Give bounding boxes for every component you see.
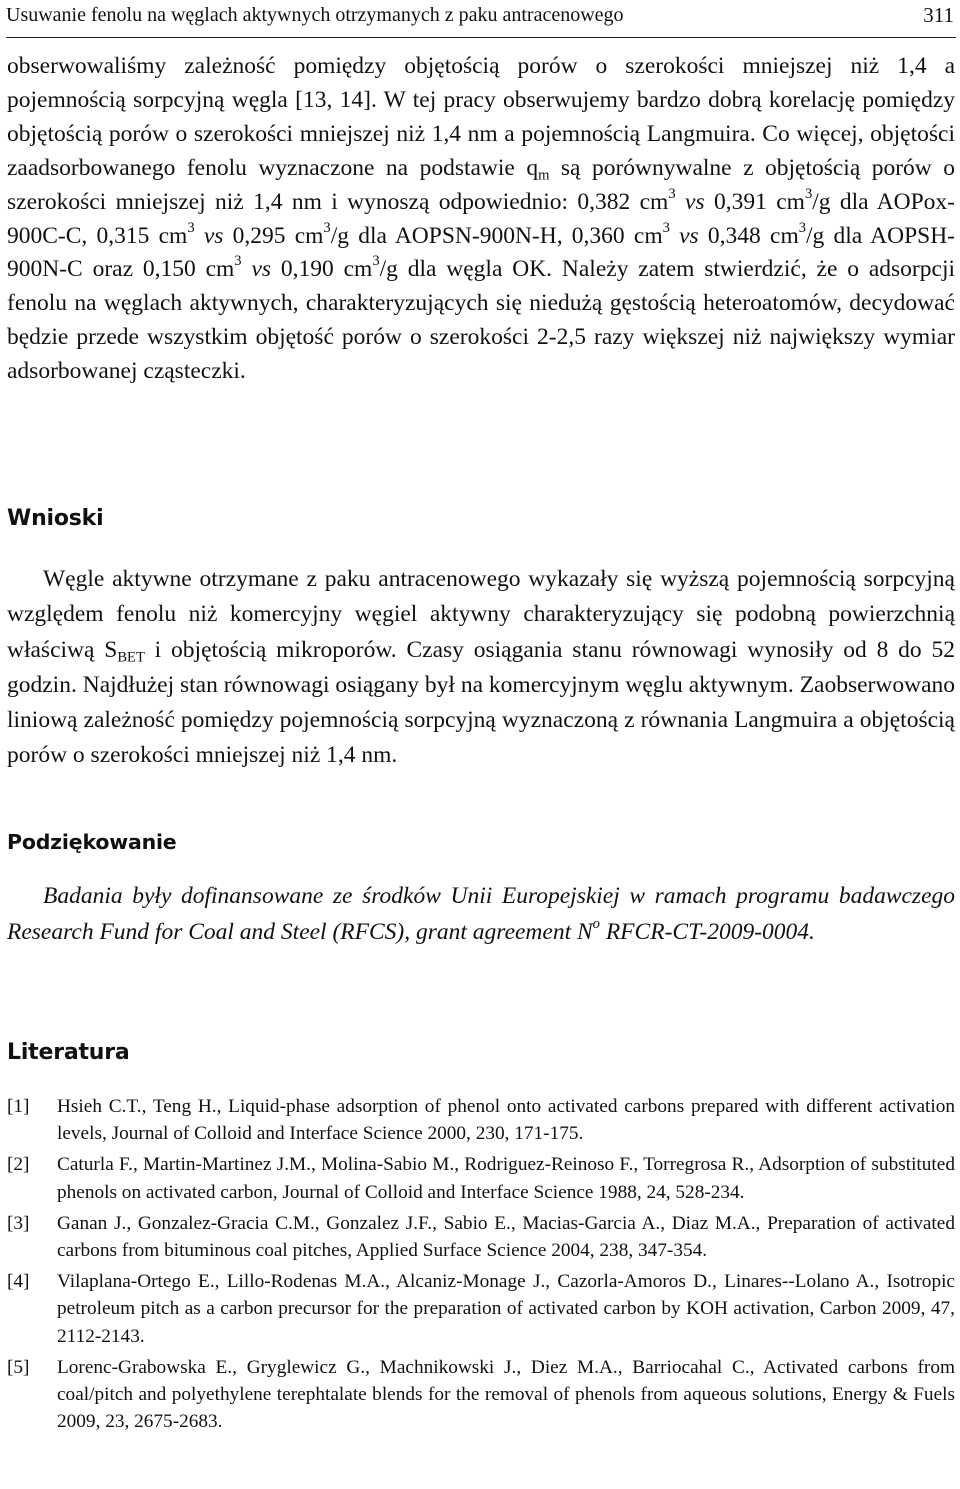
text-run: obserwowaliśmy zależność pomiędzy objętością porów o szerokości mniejszej niż 1,4 a pojemnością sorpcyjną węgla [13, 14]. W tej pracy obserwujemy bardzo dobrą korelację pomiędzy objętością porów o szerokości mniejszej niż 1,4 nm a pojemnością Langmuira. Co więcej, objętości zaadsorbowanego fenolu wyznaczone na podstawie q [7, 53, 955, 181]
section-heading-wnioski: Wnioski [7, 506, 104, 531]
superscript-3: 3 [662, 219, 670, 236]
reference-item [7, 1354, 955, 1436]
vs-italic: vs [203, 222, 224, 249]
superscript-3: 3 [804, 185, 813, 202]
text-run: /g dla AOPSH-900N-C oraz 0,150 cm [7, 222, 956, 283]
vs-italic: vs [251, 256, 272, 283]
vs-italic: vs [679, 222, 699, 249]
reference-text: Ganan J., Gonzalez-Gracia C.M., Gonzalez J.F., Sabio E., Macias-Garcia A., Diaz M.A., Preparation of activated carbons from bituminous coal pitches, Applied Surface Science 2004, 238, 347-354. [57, 1212, 955, 1262]
reference-text: Vilaplana-Ortego E., Lillo-Rodenas M.A., Alcaniz-Monage J., Cazorla-Amoros D., Linares--Lolano A., Isotropic petroleum pitch as a carbon precursor for the preparation of activated carbon by KOH activation, Carbon 2009, 47, 2112-2143. [57, 1271, 955, 1347]
text-run: /g dla węgla OK. Należy zatem stwierdzić, że o adsorpcji fenolu na węglach aktywnych, charakteryzujących się niedużą gęstością heteroatomów, decydować będzie przede wszystkim objętość porów o szerokości 2-2,5 razy większej niż największy wymiar adsorbowanej cząsteczki. [7, 256, 955, 385]
text-run: /g dla AOPox-900C-C, 0,315 cm [7, 188, 956, 249]
reference-text: Caturla F., Martin-Martinez J.M., Molina-Sabio M., Rodriguez-Reinoso F., Torregrosa R., Adsorption of substituted phenols on activated carbon, Journal of Colloid and Interface Science 1988, 24, 528-234. [57, 1154, 955, 1203]
reference-item [7, 1151, 955, 1205]
text-run: są porównywalne z objętością porów o szerokości mniejszej niż 1,4 nm i wynoszą odpowiednio: 0,382 cm [7, 154, 956, 215]
reference-item [7, 1093, 955, 1147]
conclusions-paragraph [7, 562, 955, 774]
subscript-bet: BET [117, 648, 145, 665]
superscript-3: 3 [372, 253, 380, 270]
text-run: RFCR-CT-2009-0004. [599, 918, 815, 945]
superscript-3: 3 [798, 219, 806, 236]
text-run: /g dla AOPSN-900N-H, 0,360 cm [330, 222, 663, 249]
text-run: i objętością mikroporów. Czasy osiągania stanu równowagi wynosiły od 8 do 52 godzin. Najdłużej stan równowagi osiągany był na komercyjnym węglu aktywnym. Zaobserwowano liniową zależność pomiędzy pojemnością sorpcyjną wyznaczoną z równania Langmuira a objętością porów o szerokości mniejszej niż 1,4 nm. [7, 636, 956, 769]
reference-number: [2] [7, 1154, 30, 1176]
superscript-3: 3 [187, 219, 195, 236]
superscript-3: 3 [668, 185, 676, 202]
superscript-o: o [592, 915, 600, 932]
text-run: Badania były dofinansowane ze środków Unii Europejskiej w ramach programu badawczego Research Fund for Coal and Steel (RFCS), grant agreement N [7, 883, 955, 945]
reference-text: Hsieh C.T., Teng H., Liquid-phase adsorption of phenol onto activated carbons prepared with different activation levels, Journal of Colloid and Interface Science 2000, 230, 171-175. [57, 1096, 955, 1145]
superscript-3: 3 [234, 253, 242, 270]
reference-number: [4] [7, 1271, 30, 1293]
reference-list [7, 1093, 955, 1435]
text-run: 0,391 cm [704, 188, 805, 215]
reference-item [7, 1268, 955, 1350]
text-run: 0,295 cm [223, 222, 324, 249]
acknowledgement-paragraph [7, 879, 955, 950]
reference-number: [5] [7, 1356, 30, 1378]
section-heading-podziekowanie: Podziękowanie [7, 830, 177, 854]
text-run: 0,190 cm [271, 256, 373, 283]
reference-number: [1] [7, 1096, 30, 1117]
text-run: 0,348 cm [698, 222, 799, 249]
superscript-3: 3 [323, 219, 331, 236]
reference-number: [3] [7, 1212, 30, 1234]
running-title: Usuwanie fenolu na węglach aktywnych otrzymanych z paku antracenowego [6, 4, 624, 26]
subscript-m: m [538, 167, 550, 184]
vs-italic: vs [685, 188, 705, 215]
running-header [6, 0, 956, 38]
reference-item [7, 1210, 955, 1264]
reference-text: Lorenc-Grabowska E., Gryglewicz G., Machnikowski J., Diez M.A., Barriocahal C., Activated carbons from coal/pitch and polyethylene terephtalate blends for the removal of phenols from aqueous solutions, Energy & Fuels 2009, 23, 2675-2683. [57, 1356, 955, 1433]
page-number: 311 [923, 3, 954, 27]
section-heading-literatura: Literatura [7, 1040, 130, 1065]
text-run: Węgle aktywne otrzymane z paku antracenowego wykazały się wyższą pojemnością sorpcyjną względem fenolu niż komercyjny węgiel aktywny charakteryzujący się podobną powierzchnią właściwą S [7, 566, 955, 663]
body-paragraph-results [7, 50, 955, 389]
